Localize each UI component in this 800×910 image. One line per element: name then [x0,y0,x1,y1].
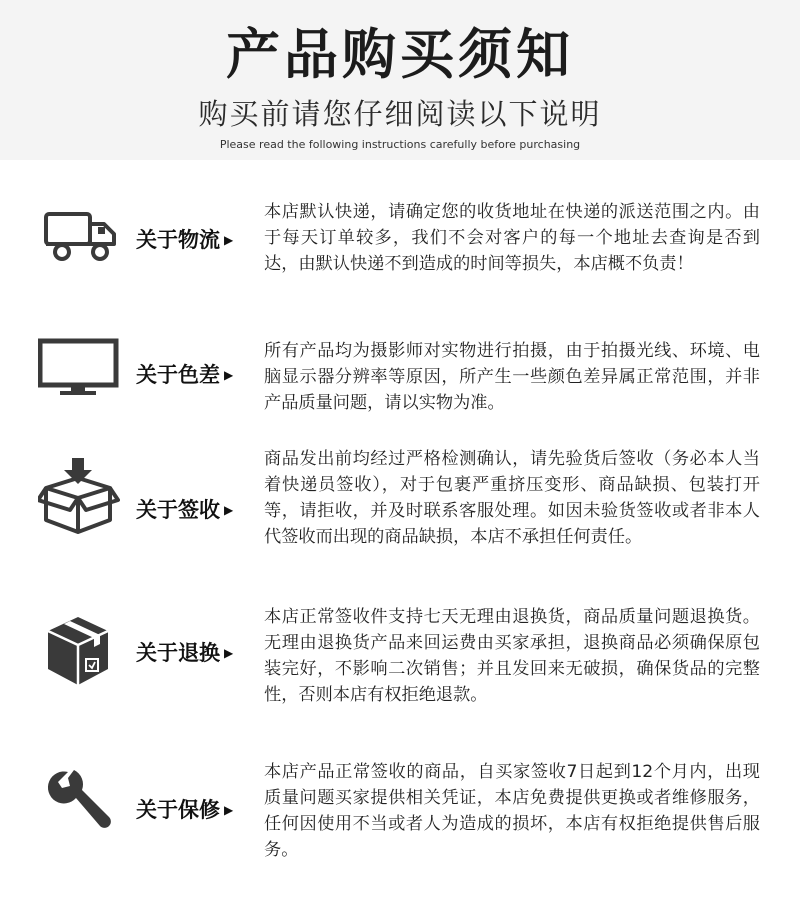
section-label-text: 关于保修 [136,798,220,822]
section-label [136,637,233,667]
caret-right-icon: ▶ [224,503,234,517]
box-download-icon [38,458,120,540]
section-text: 商品发出前均经过严格检测确认，请先验货后签收（务必本人当着快递员签收），对于包裹严重挤压变形、商品缺损、包装打开等，请拒收，并及时联系客服处理。如因未验货签收或者非本人代签收而出现的商品缺损，本店不承担任何责任。 [264,449,760,547]
header [0,0,800,160]
caret-right-icon: ▶ [224,368,234,382]
section-warranty [0,758,800,868]
section-text: 本店默认快递，请确定您的收货地址在快递的派送范围之内。由于每天订单较多，我们不会对客户的每一个地址去查询是否到达，由默认快递不到造成的时间等损失，本店概不负责！ [264,202,760,274]
monitor-icon [38,335,120,417]
section-returns [0,603,800,713]
section-signing [0,446,800,576]
section-label-text: 关于退换 [136,641,220,665]
wrench-icon [38,764,120,846]
caret-right-icon: ▶ [224,233,234,247]
caret-right-icon: ▶ [224,803,234,817]
truck-icon [38,196,120,278]
section-label [136,794,233,824]
section-color [0,335,800,425]
section-label-text: 关于色差 [136,363,220,387]
section-text: 本店产品正常签收的商品，自买家签收7日起到12个月内，出现质量问题买家提供相关凭证，本店免费提供更换或者维修服务，任何因使用不当或者人为造成的损坏，本店有权拒绝提供售后服务。 [264,762,760,860]
caret-right-icon: ▶ [224,646,234,660]
section-label-text: 关于签收 [136,498,220,522]
package-icon [38,611,120,693]
section-logistics [0,190,800,310]
page-title: 产品购买须知 [226,23,574,86]
section-label [136,359,233,389]
section-text: 所有产品均为摄影师对实物进行拍摄，由于拍摄光线、环境、电脑显示器分辨率等原因，所产生一些颜色差异属正常范围，并非产品质量问题，请以实物为准。 [264,341,760,413]
section-label [136,494,233,524]
page-subtitle-english: Please read the following instructions carefully before purchasing [219,138,581,151]
section-label-text: 关于物流 [136,228,220,252]
section-text: 本店正常签收件支持七天无理由退换货，商品质量问题退换货。无理由退换货产品来回运费由买家承担，退换商品必须确保原包装完好，不影响二次销售；并且发回来无破损，确保货品的完整性，否则本店有权拒绝退款。 [264,607,760,705]
page-subtitle: 购买前请您仔细阅读以下说明 [198,97,602,131]
section-label [136,224,233,254]
